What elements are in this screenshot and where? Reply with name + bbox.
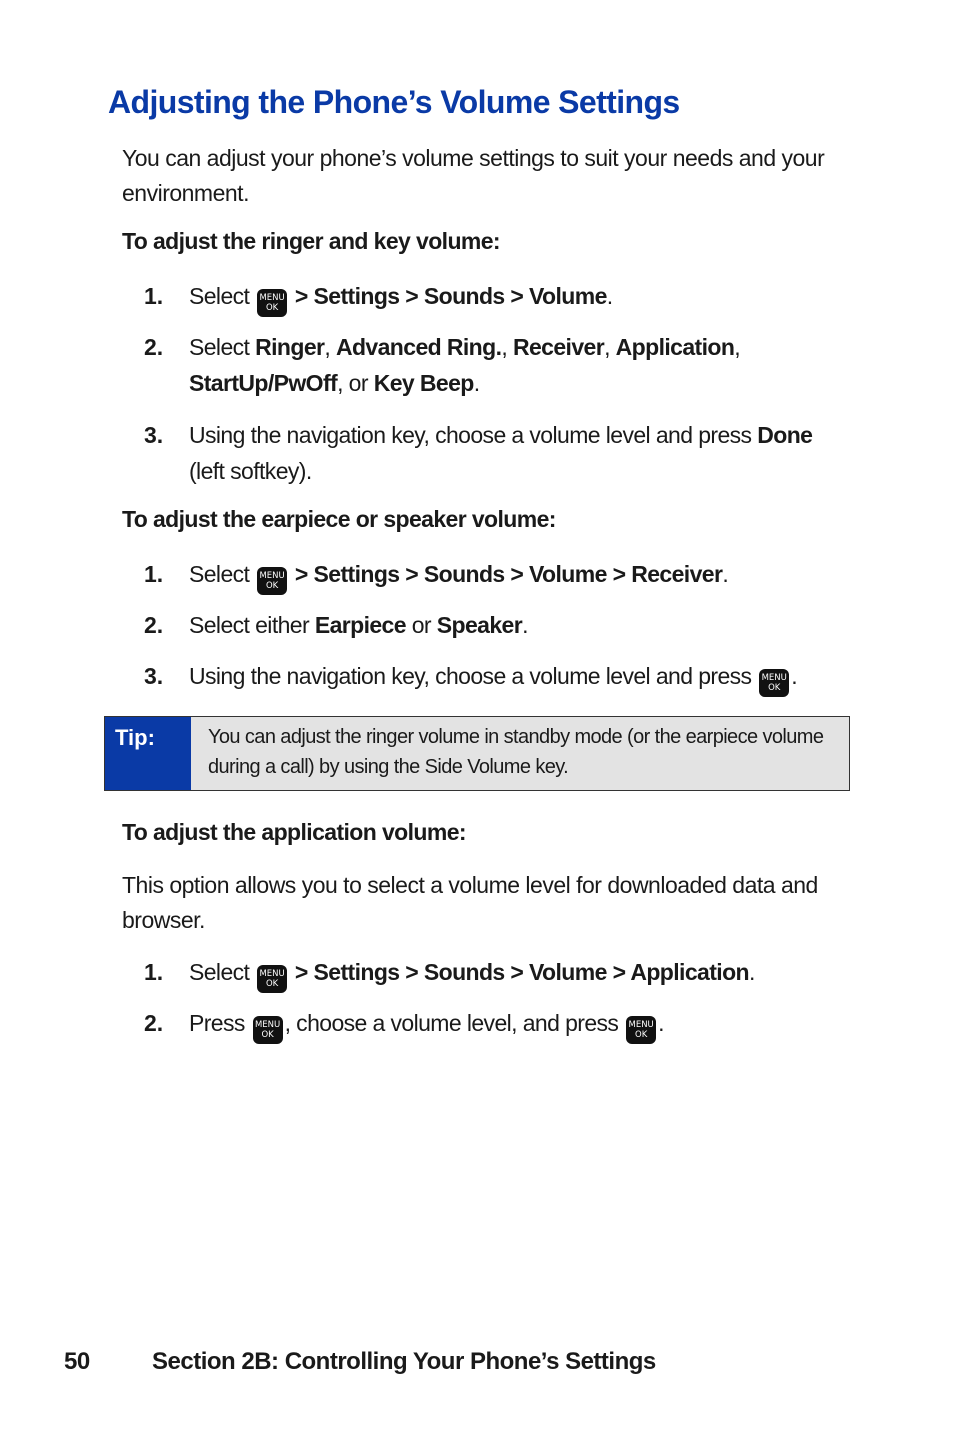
step-text: Select either Earpiece or Speaker.	[189, 612, 528, 638]
step-number: 1.	[144, 561, 164, 587]
step-number: 1.	[144, 283, 164, 309]
menu-ok-key-icon: MENU OK	[759, 669, 789, 697]
section-title: Section 2B: Controlling Your Phone’s Settings	[152, 1348, 656, 1375]
step-text: Select MENU OK > Settings > Sounds > Volume > Application.	[189, 954, 829, 993]
option-ringer: Ringer	[255, 334, 325, 360]
tip-text: You can adjust the ringer volume in standby mode (or the earpiece volume during a call) by using the Side Volume key.	[208, 726, 824, 778]
ringer-heading: To adjust the ringer and key volume:	[122, 228, 500, 254]
menu-ok-key-icon: MENU OK	[253, 1016, 283, 1044]
menu-path: > Settings > Sounds > Volume	[294, 283, 607, 309]
done-softkey: Done	[757, 422, 813, 448]
step-text: Using the navigation key, choose a volume level and press Done (left softkey).	[189, 422, 813, 484]
option-key-beep: Key Beep	[373, 370, 474, 396]
menu-ok-key-icon: MENU OK	[257, 289, 287, 317]
step-number: 1.	[144, 959, 164, 985]
intro-paragraph: You can adjust your phone’s volume settings to suit your needs and your environment.	[122, 145, 825, 206]
tip-box	[104, 716, 850, 791]
step-text-prefix: Select	[189, 283, 256, 309]
option-application: Application	[615, 334, 735, 360]
application-heading: To adjust the application volume:	[122, 819, 466, 845]
step-text: Using the navigation key, choose a volume level and press MENU OK .	[189, 658, 829, 697]
page-title: Adjusting the Phone’s Volume Settings	[108, 84, 680, 120]
tip-label: Tip:	[105, 717, 191, 790]
step-number: 2.	[144, 1010, 164, 1036]
earpiece-heading: To adjust the earpiece or speaker volume:	[122, 506, 556, 532]
step-text: Select Ringer, Advanced Ring., Receiver, Application, StartUp/PwOff, or Key Beep.	[189, 334, 741, 396]
menu-path: > Settings > Sounds > Volume > Receiver	[294, 561, 723, 587]
option-startup-pwoff: StartUp/PwOff	[189, 370, 338, 396]
menu-ok-key-icon: MENU OK	[257, 567, 287, 595]
option-speaker: Speaker	[436, 612, 523, 638]
option-earpiece: Earpiece	[314, 612, 406, 638]
step-text: Press MENU OK , choose a volume level, and press MENU OK .	[189, 1005, 829, 1044]
menu-ok-key-icon: MENU OK	[257, 965, 287, 993]
menu-path: > Settings > Sounds > Volume > Application	[294, 959, 749, 985]
option-advanced-ring: Advanced Ring.	[335, 334, 502, 360]
page-number: 50	[64, 1348, 90, 1375]
option-receiver: Receiver	[512, 334, 605, 360]
application-intro: This option allows you to select a volume level for downloaded data and browser.	[122, 872, 818, 933]
menu-ok-key-icon: MENU OK	[626, 1016, 656, 1044]
step-number: 2.	[144, 334, 164, 360]
step-number: 2.	[144, 612, 164, 638]
step-text: Select MENU OK > Settings > Sounds > Volume.	[189, 278, 829, 317]
step-number: 3.	[144, 422, 164, 448]
step-text: Select MENU OK > Settings > Sounds > Volume > Receiver.	[189, 556, 829, 595]
step-number: 3.	[144, 663, 164, 689]
